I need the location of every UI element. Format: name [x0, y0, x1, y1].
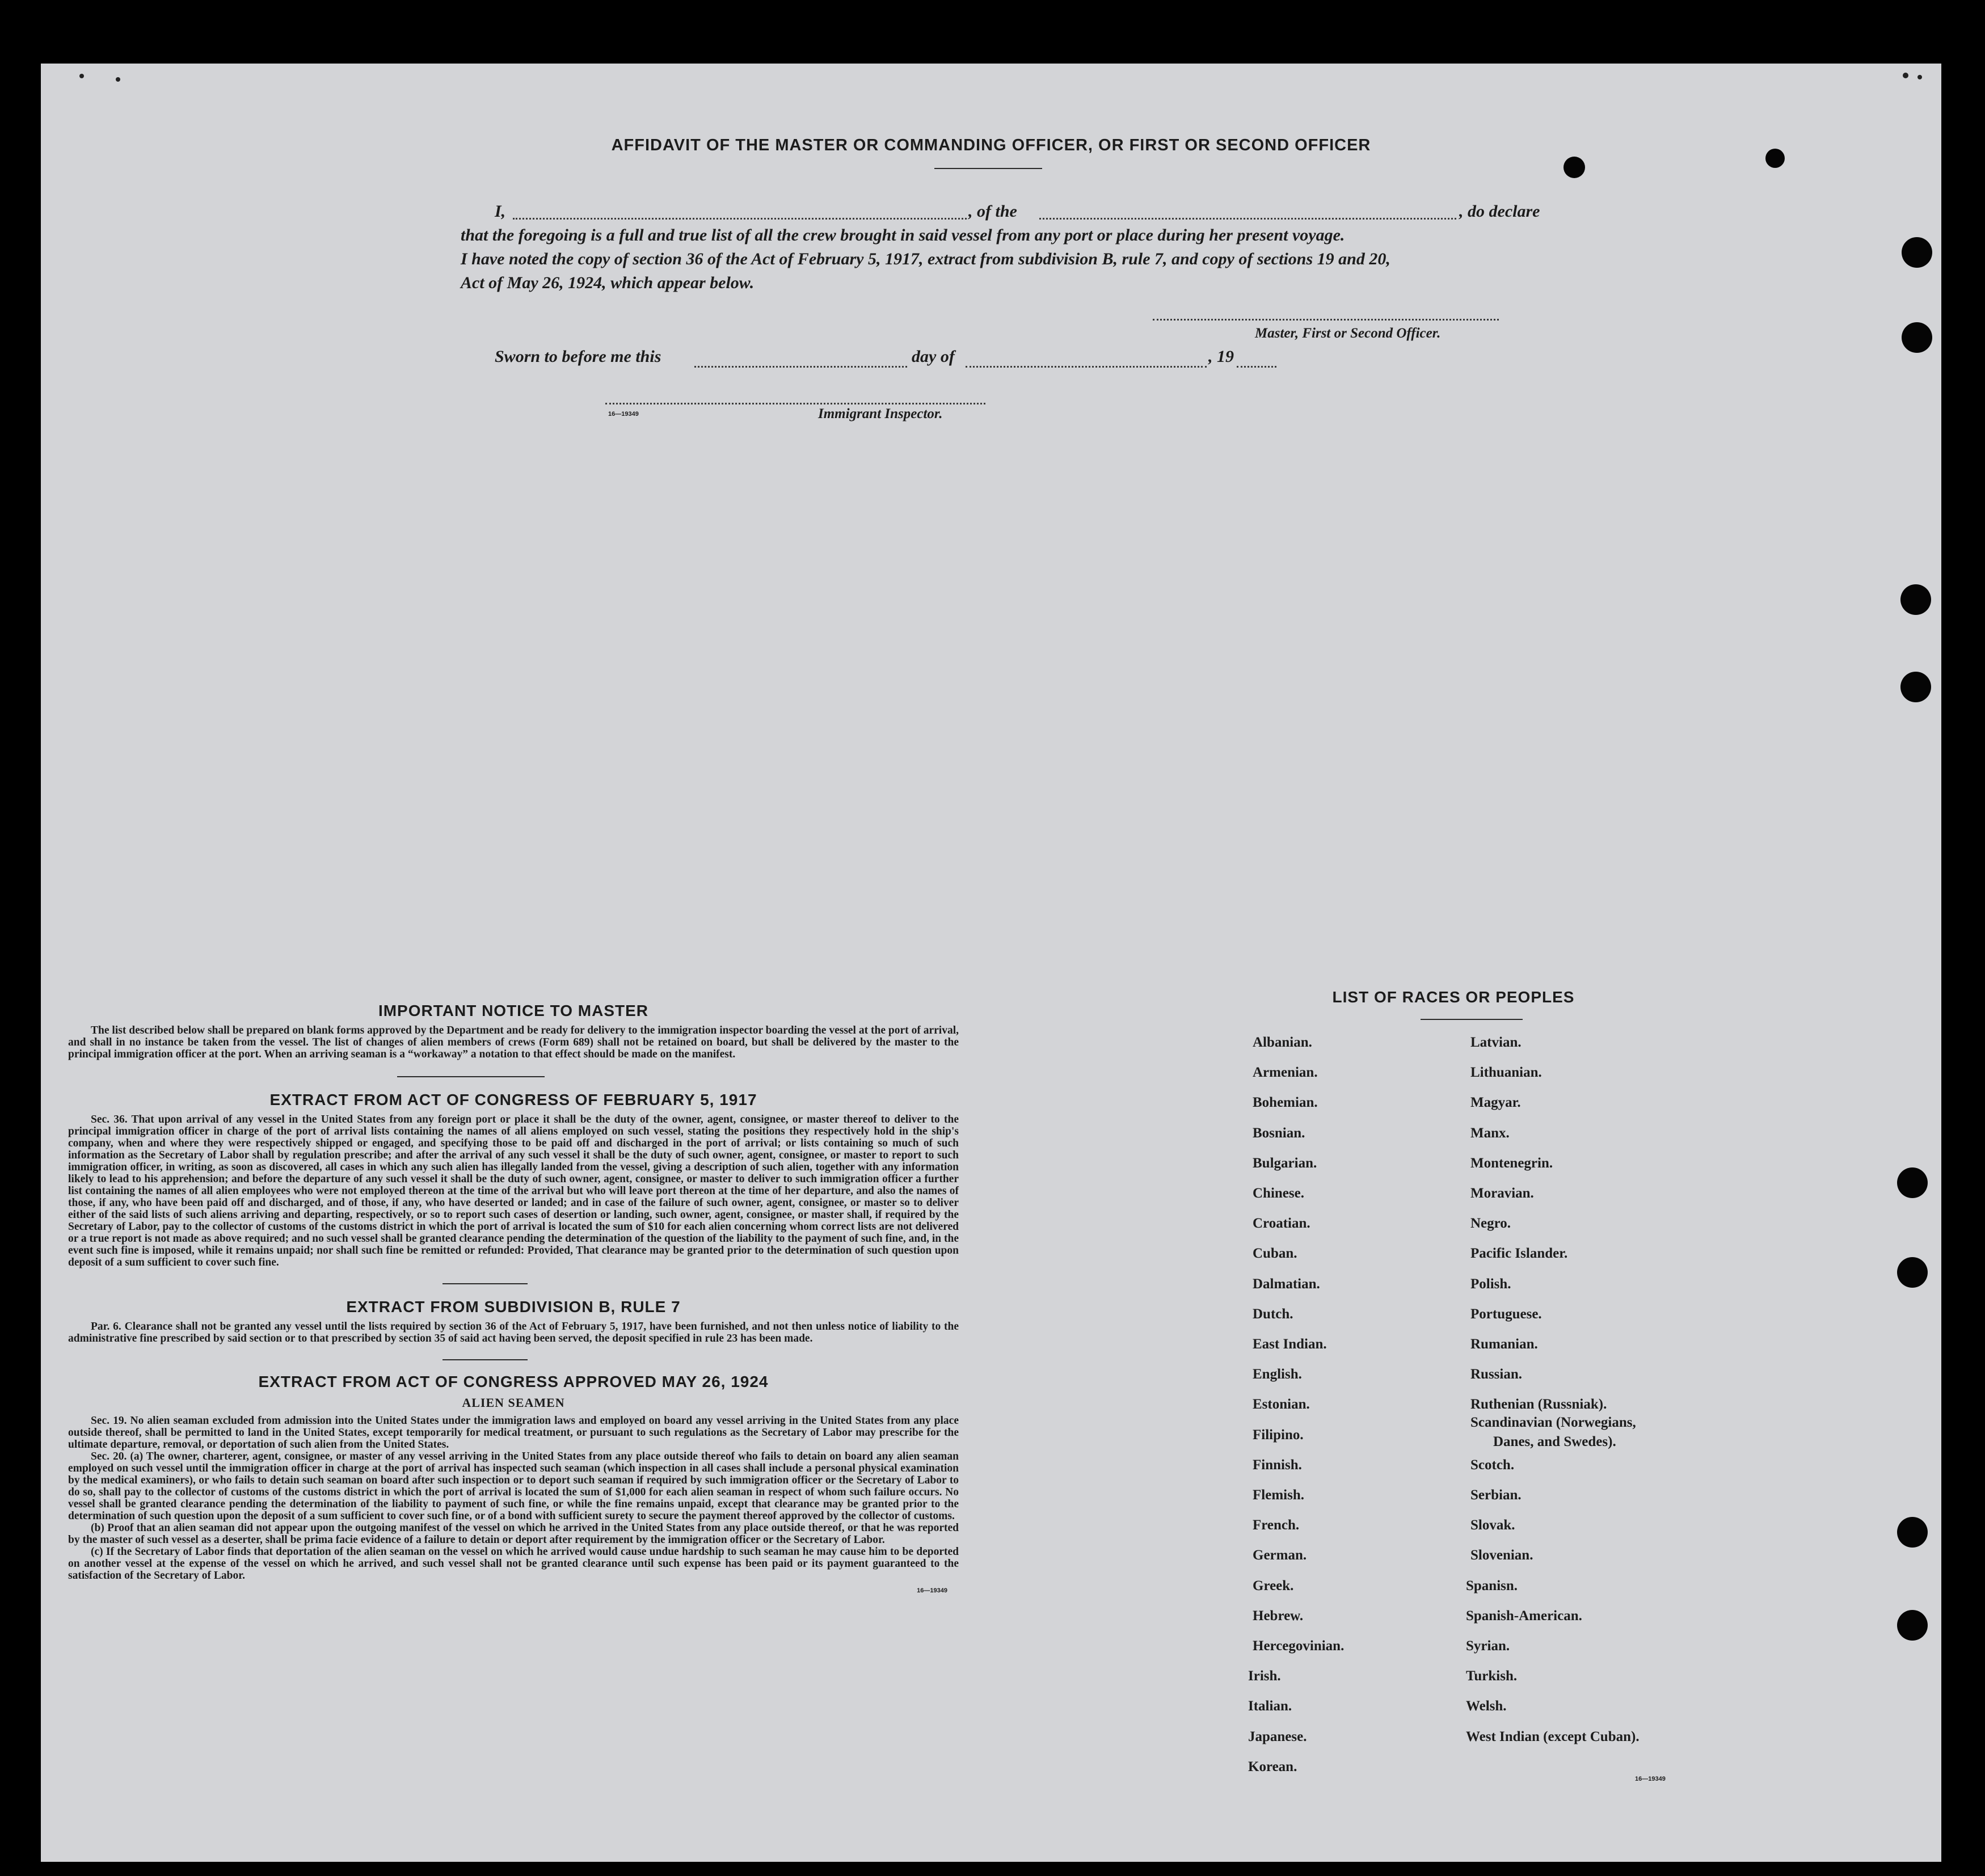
punch-hole [1897, 1257, 1928, 1288]
affidavit-line-4: Act of May 26, 1924, which appear below. [461, 273, 755, 292]
name-blank[interactable] [513, 218, 967, 220]
section-20b: (b) Proof that an alien seaman did not appear upon the outgoing manifest of the vessel on which he arrived in the United States from any place outside thereof, or that he was reported by the master of such vessel as a deserter, shall be prima facie evidence of a failure to detain or deport after requirement by the immigration officer or the Secretary of Labor. [68, 1522, 959, 1546]
race-item: Hercegovinian. [1253, 1638, 1345, 1654]
race-item: Danes, and Swedes). [1493, 1434, 1616, 1449]
race-item: Finnish. [1253, 1457, 1302, 1473]
race-item: Polish. [1470, 1276, 1511, 1292]
race-item: East Indian. [1253, 1337, 1327, 1352]
master-signature-label: Master, First or Second Officer. [1255, 326, 1441, 341]
race-item: Irish. [1248, 1668, 1281, 1684]
race-item: Montenegrin. [1470, 1155, 1553, 1171]
race-item: Hebrew. [1253, 1608, 1304, 1624]
sworn-day-blank[interactable] [694, 366, 907, 368]
extract-1924-title: EXTRACT FROM ACT OF CONGRESS APPROVED MAY 26, 1924 [258, 1373, 769, 1390]
punch-hole [1897, 1517, 1928, 1548]
extract-1924-subtitle: ALIEN SEAMEN [462, 1396, 565, 1410]
race-item: Turkish. [1466, 1668, 1518, 1684]
affidavit-form-number: 16—19349 [608, 411, 639, 418]
races-form-number: 16—19349 [1635, 1776, 1666, 1782]
race-item: Russian. [1470, 1367, 1523, 1382]
divider [397, 1076, 545, 1077]
notice-paragraph: The list described below shall be prepared on blank forms approved by the Department and be ready for delivery to the immigration inspector boarding the vessel at the port of arrival, and shall in no instance be taken from the vessel. The list of changes of alien members of crews (Form 689) shall not be retained on board, but shall be delivered by the master to the principal immigration officer at the port. When an arriving seaman is a “workaway” a notation to that effect should be made on the manifest. [68, 1025, 959, 1060]
inspector-label: Immigrant Inspector. [818, 406, 943, 421]
notice-body [68, 1025, 959, 1060]
document-sheet [41, 64, 1941, 1862]
affidavit-body [461, 200, 1573, 295]
race-item: Negro. [1470, 1216, 1511, 1232]
notice-form-number: 16—19349 [917, 1587, 947, 1594]
race-item: Serbian. [1470, 1487, 1522, 1503]
races-title: LIST OF RACES OR PEOPLES [1332, 988, 1575, 1006]
extract-rule7-paragraph: Par. 6. Clearance shall not be granted any vessel until the lists required by section 36 of the Act of February 5, 1917, have been furnished, and not then unless notice of liability to the administrative fine prescribed by said section or to that prescribed by section 35 of said act having been served, the deposit specified in rule 23 has been made. [68, 1321, 959, 1344]
race-item: Cuban. [1253, 1246, 1297, 1262]
race-item: Japanese. [1248, 1729, 1307, 1744]
race-item: Syrian. [1466, 1638, 1510, 1654]
divider [442, 1283, 528, 1284]
speck [116, 77, 120, 82]
sworn-month-blank[interactable] [966, 366, 1207, 368]
master-signature-line[interactable] [1153, 319, 1499, 321]
affidavit-line-2: that the foregoing is a full and true list of all the crew brought in said vessel from any port or place during her present voyage. [461, 226, 1345, 244]
section-20c: (c) If the Secretary of Labor finds that deportation of the alien seaman on the vessel on which he arrived would cause undue hardship to such seaman he may cause him to be deported on another vessel at the expense of the vessel on which he arrived, and such vessel shall not be granted clearance until such expense has been paid or its payment guaranteed to the satisfaction of the Secretary of Labor. [68, 1546, 959, 1582]
race-item: German. [1253, 1548, 1307, 1563]
sworn-label: Sworn to before me this [495, 347, 661, 366]
extract-rule7-body [68, 1321, 959, 1344]
notice-title: IMPORTANT NOTICE TO MASTER [378, 1002, 649, 1019]
race-item: Scotch. [1470, 1457, 1515, 1473]
day-of-label: day of [912, 347, 955, 366]
race-item: Dalmatian. [1253, 1276, 1320, 1292]
race-item: Lithuanian. [1470, 1065, 1542, 1081]
race-item: Filipino. [1253, 1427, 1304, 1443]
vessel-blank[interactable] [1039, 218, 1456, 220]
sworn-year-blank[interactable] [1237, 366, 1276, 368]
inspector-signature-line[interactable] [605, 403, 985, 404]
affidavit-line-3: I have noted the copy of section 36 of the Act of February 5, 1917, extract from subdivision B, rule 7, and copy of sections 19 and 20, [461, 250, 1390, 268]
race-item: Welsh. [1466, 1698, 1507, 1714]
races-title-underline [1421, 1019, 1523, 1020]
punch-hole [1900, 584, 1931, 615]
race-item: Armenian. [1253, 1065, 1318, 1081]
race-item: Italian. [1248, 1698, 1292, 1714]
notice-column [68, 1002, 959, 1594]
race-item: Rumanian. [1470, 1337, 1538, 1352]
extract-1924-body [68, 1415, 959, 1582]
speck [1903, 73, 1908, 78]
extract-1917-paragraph: Sec. 36. That upon arrival of any vessel in the United States from any foreign port or place it shall be the duty of the owner, agent, consignee, or master thereof to deliver to the principal immigration officer in charge of the port of arrival lists containing the names of all aliens employed on such vessel, stating the positions they respectively hold in the ship's company, when and where they were respectively shipped or engaged, and specifying those to be paid off and discharged in the port of arrival; or lists containing so much of such information as the Secretary of Labor shall by regulation prescribe; and after the arrival of any such vessel it shall be the duty of such owner, agent, consignee, or master to report to such immigration officer, in writing, as soon as discovered, all cases in which any such alien has illegally landed from the vessel, giving a description of such alien, together with any information likely to lead to his apprehension; and before the departure of any such vessel it shall be the duty of such owner, agent, consignee, or master to deliver to such immigration officer a further list containing the names of all alien employees who were not employed thereon at the time of the arrival but who will leave port thereon at the time of her departure, and also the names of those, if any, who have been paid off and discharged, and of those, if any, who have deserted or landed; and in case of the failure of such owner, agent, consignee, or master so to deliver either of the said lists of such aliens arriving and departing, respectively, or so to report such cases of desertion or landing, such owner, agent, consignee, or master shall, if required by the Secretary of Labor, pay to the collector of customs of the customs district in which the port of arrival is located the sum of $10 for each alien concerning whom correct lists are not delivered or a true report is not made as above required; and no such vessel shall be granted clearance pending the determination of the question of the liability to the payment of such fine, and, in the event such fine is imposed, while it remains unpaid; nor shall such fine be remitted or refunded: Provided, That clearance may be granted prior to the determination of such question upon deposit of a sum sufficient to cover such fine. [68, 1114, 959, 1268]
extract-1917-title: EXTRACT FROM ACT OF CONGRESS OF FEBRUARY 5, 1917 [269, 1091, 757, 1108]
race-item: Slovak. [1470, 1517, 1515, 1533]
race-item: West Indian (except Cuban). [1466, 1729, 1640, 1744]
race-item: Spanish-American. [1466, 1608, 1582, 1624]
race-item: Korean. [1248, 1759, 1297, 1774]
punch-hole [1563, 157, 1585, 178]
race-item: Slovenian. [1470, 1548, 1533, 1563]
race-item: Flemish. [1253, 1487, 1304, 1503]
affidavit-line-1 [461, 200, 1573, 224]
race-item: Scandinavian (Norwegians, [1470, 1414, 1636, 1430]
race-item: Dutch. [1253, 1306, 1293, 1322]
race-item: Bulgarian. [1253, 1155, 1317, 1171]
race-item: Croatian. [1253, 1216, 1310, 1232]
extract-rule7-title: EXTRACT FROM SUBDIVISION B, RULE 7 [346, 1298, 681, 1316]
affidavit-do-declare: , do declare [1459, 202, 1540, 221]
race-item: Magyar. [1470, 1095, 1521, 1111]
speck [1917, 75, 1922, 79]
race-item: French. [1253, 1517, 1300, 1533]
race-item: Greek. [1253, 1578, 1294, 1593]
race-item: Ruthenian (Russniak). [1470, 1397, 1607, 1413]
affidavit-title: AFFIDAVIT OF THE MASTER OR COMMANDING OFFICER, OR FIRST OR SECOND OFFICER [611, 136, 1371, 154]
race-item: Portuguese. [1470, 1306, 1542, 1322]
affidavit-of-the: , of the [968, 202, 1017, 221]
race-item: Pacific Islander. [1470, 1246, 1568, 1262]
speck [79, 74, 84, 78]
race-item: Chinese. [1253, 1186, 1304, 1201]
race-item: Albanian. [1253, 1035, 1312, 1050]
sworn-line [495, 347, 661, 366]
race-item: English. [1253, 1367, 1302, 1382]
race-item: Estonian. [1253, 1397, 1310, 1413]
race-item: Manx. [1470, 1125, 1510, 1141]
race-item: Latvian. [1470, 1035, 1522, 1050]
punch-hole [1902, 322, 1932, 353]
race-item: Bohemian. [1253, 1095, 1318, 1111]
punch-hole [1902, 237, 1932, 268]
punch-hole [1765, 149, 1785, 168]
race-item: Bosnian. [1253, 1125, 1305, 1141]
punch-hole [1900, 672, 1931, 702]
punch-hole [1897, 1610, 1928, 1641]
divider [442, 1359, 528, 1360]
punch-hole [1897, 1167, 1928, 1198]
affidavit-i: I, [495, 202, 506, 221]
section-20a: Sec. 20. (a) The owner, charterer, agent, consignee, or master of any vessel arriving in the United States from any place outside thereof who fails to detain on board any alien seaman employed on such vessel until the immigration officer in charge at the port of arrival has inspected such seaman (which inspection in all cases shall include a personal physical examination by the medical examiners), or who fails to detain such seaman on board after such inspection or to deport such seaman if required by such immigration officer or the Secretary of Labor to do so, shall pay to the collector of customs of the customs district in which the port of arrival is located the sum of $1,000 for each alien seaman in respect of whom such failure occurs. No vessel shall be granted clearance pending the determination of the liability to payment of such fine, or while the fine remains unpaid, except that clearance may be granted prior to the determination of such question upon the deposit of a sum sufficient to cover such fine, or of a bond with sufficient surety to secure the payment thereof approved by the collector of customs. [68, 1451, 959, 1522]
race-item: Moravian. [1470, 1186, 1534, 1201]
section-19: Sec. 19. No alien seaman excluded from admission into the United States under the immigration laws and employed on board any vessel arriving in the United States from any place outside thereof, shall be permitted to land in the United States, except temporarily for medical treatment, or pursuant to such regulations as the Secretary of Labor may prescribe for the ultimate departure, removal, or deportation of such alien from the United States. [68, 1415, 959, 1451]
title-underline [934, 168, 1042, 169]
year-prefix: , 19 [1208, 347, 1234, 366]
race-item: Spanisn. [1466, 1578, 1518, 1593]
extract-1917-body [68, 1114, 959, 1268]
